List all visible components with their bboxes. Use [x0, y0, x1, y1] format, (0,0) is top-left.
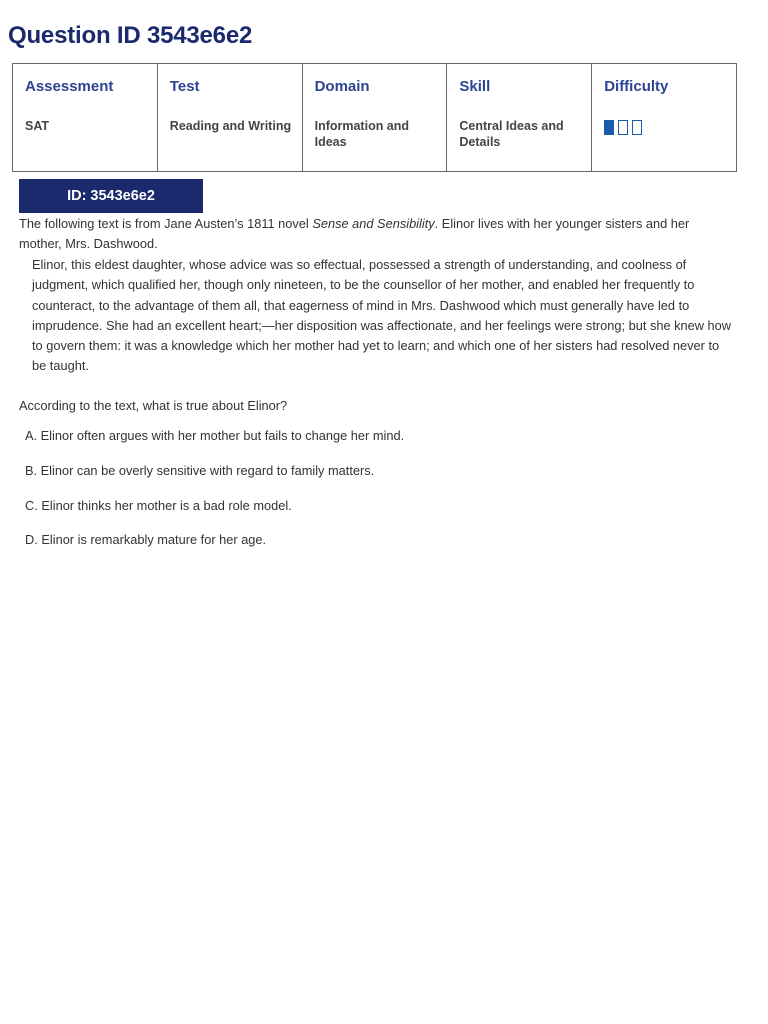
meta-value-test: Reading and Writing — [169, 119, 292, 133]
difficulty-box-3 — [632, 120, 642, 135]
meta-cell-assessment — [13, 64, 158, 172]
meta-heading-skill: Skill — [459, 78, 491, 95]
meta-heading-difficulty: Difficulty — [604, 78, 669, 95]
intro-text-before: The following text is from Jane Austen’s 1811 novel — [19, 216, 313, 231]
difficulty-indicator — [604, 120, 728, 135]
meta-cell-difficulty — [592, 64, 737, 172]
answer-choice-b[interactable]: B. Elinor can be overly sensitive with regard to family matters. — [25, 463, 375, 478]
question-id-banner: ID: 3543e6e2 — [19, 179, 203, 213]
answer-choice-c[interactable]: C. Elinor thinks her mother is a bad role model. — [25, 498, 292, 513]
answer-choice-a[interactable]: A. Elinor often argues with her mother but fails to change her mind. — [25, 428, 405, 443]
novel-title: Sense and Sensibility — [312, 216, 435, 231]
meta-cell-test — [157, 64, 302, 172]
question-stem: According to the text, what is true about Elinor? — [19, 398, 288, 413]
answer-choice-d[interactable]: D. Elinor is remarkably mature for her age. — [25, 532, 267, 547]
difficulty-box-1 — [604, 120, 614, 135]
meta-cell-domain — [302, 64, 447, 172]
page-title: Question ID 3543e6e2 — [8, 22, 253, 49]
meta-heading-test: Test — [169, 78, 200, 95]
intro-text-after: . Elinor lives with her younger sisters and her mother, Mrs. Dashwood. — [19, 216, 690, 251]
question-meta-table — [12, 63, 737, 172]
meta-value-skill: Central Ideas and Details — [459, 119, 564, 149]
passage-intro — [19, 214, 734, 254]
meta-heading-assessment: Assessment — [25, 78, 114, 95]
meta-value-domain: Information and Ideas — [314, 119, 410, 149]
meta-cell-skill — [447, 64, 592, 172]
passage-text: Elinor, this eldest daughter, whose advice was so effectual, possessed a strength of understanding, and coolness of judgment, which qualified her, though only nineteen, to be the counsellor of her mother, and enabled her frequently to counteract, to the advantage of them all, that eagerness of mind in Mrs. Dashwood which must generally have led to imprudence. She had an excellent heart;—her disposition was affectionate, and her feelings were strong; but she knew how to govern them: it was a knowledge which her mother had yet to learn; and which one of her sisters had resolved never to be taught. — [32, 257, 732, 374]
meta-value-assessment: SAT — [25, 119, 50, 133]
meta-heading-domain: Domain — [314, 78, 370, 95]
difficulty-box-2 — [618, 120, 628, 135]
